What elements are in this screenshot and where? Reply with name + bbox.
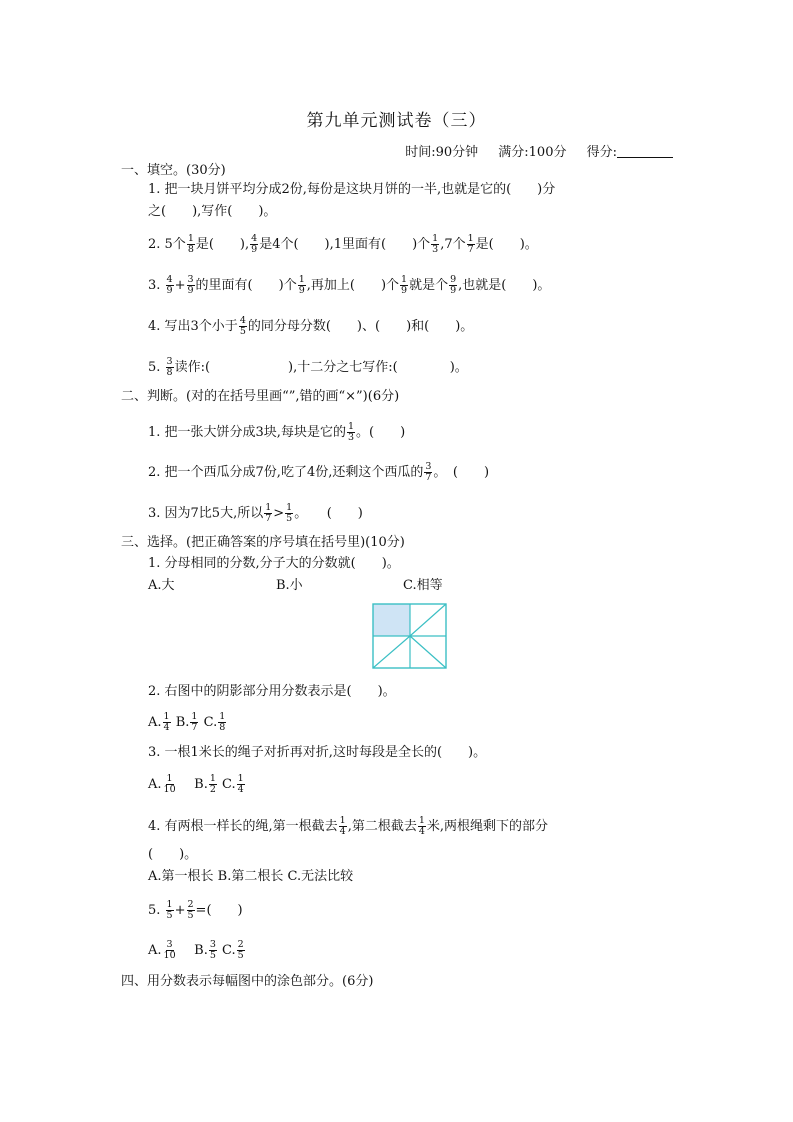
numerator: 4: [251, 233, 258, 244]
operator: +: [174, 903, 186, 918]
denominator: 9: [251, 244, 258, 255]
text: 5.: [148, 903, 165, 918]
numerator: 1: [166, 773, 173, 784]
numerator: 1: [401, 274, 408, 285]
denominator: 5: [209, 950, 216, 961]
text: 2. 5个: [148, 237, 186, 252]
s1-q3: [148, 275, 550, 296]
text: 米,两根绳剩下的部分: [426, 819, 549, 834]
numerator: 1: [467, 233, 474, 244]
score-blank[interactable]: [617, 145, 673, 158]
text: 。 ( ): [294, 506, 363, 521]
numerator: 1: [187, 233, 194, 244]
numerator: 4: [166, 274, 173, 285]
numerator: 1: [298, 274, 305, 285]
denominator: 7: [265, 513, 272, 524]
fraction: [187, 900, 195, 921]
text: 3.: [148, 278, 165, 293]
s3-q4-options: A.第一根长 B.第二根长 C.无法比较: [148, 869, 354, 884]
exam-meta: [389, 141, 673, 160]
text: 的同分母分数( )、( )和( )。: [247, 319, 474, 334]
numerator: 1: [418, 815, 425, 826]
numerator: 1: [347, 421, 354, 432]
s1-q5: [148, 357, 468, 378]
fraction: [339, 816, 347, 837]
denominator: 9: [450, 285, 457, 296]
s3-q3: 3. 一根1米长的绳子对折再对折,这时每段是全长的( )。: [148, 745, 487, 760]
s3-q3-options: [148, 774, 246, 795]
numerator: 1: [237, 773, 244, 784]
fraction: [237, 940, 245, 961]
text: 4. 写出3个小于: [148, 319, 238, 334]
fraction: [449, 275, 457, 296]
numerator: 1: [265, 502, 272, 513]
denominator: 7: [425, 472, 432, 483]
s1-q4: [148, 316, 473, 337]
option-a: A.: [148, 715, 162, 730]
s3-q5-options: [148, 940, 246, 961]
fraction: [218, 712, 226, 733]
option-a: A.: [148, 777, 162, 792]
operator: >: [273, 506, 285, 521]
numerator: 1: [219, 711, 226, 722]
option-c: C.: [222, 777, 236, 792]
s3-q2-options: [148, 712, 227, 733]
score-label: 得分:: [586, 145, 617, 160]
numerator: 3: [166, 939, 173, 950]
s1-q1-line1: 1. 把一块月饼平均分成2份,每份是这块月饼的一半,也就是它的( )分: [148, 182, 556, 197]
s3-q1: 1. 分母相同的分数,分子大的分数就( )。: [148, 556, 400, 571]
s3-q5: [148, 900, 243, 921]
fraction: [166, 275, 174, 296]
fraction: [264, 503, 272, 524]
fraction: [400, 275, 408, 296]
text: 二、判断。(对的在括号里画“: [121, 389, 289, 404]
fraction: [163, 712, 171, 733]
denominator: 9: [298, 285, 305, 296]
fraction: [237, 774, 245, 795]
s3-q1-option-b: B.小: [276, 578, 303, 593]
s3-q4-line2: ( )。: [148, 847, 198, 862]
option-c: C.: [203, 715, 218, 730]
option-b: B.: [175, 715, 190, 730]
text: 的里面有( )个: [195, 278, 297, 293]
numerator: 3: [425, 461, 432, 472]
option-a: A.: [148, 943, 162, 958]
text: 是4个( ),1里面有( )个: [259, 237, 431, 252]
denominator: 3: [432, 244, 439, 255]
figure-line: [373, 636, 410, 668]
numerator: 1: [339, 815, 346, 826]
text: 5.: [148, 360, 165, 375]
text: 。 ( ): [433, 465, 490, 480]
text: ”,错的画“×”)(6分): [288, 389, 400, 404]
fraction: [239, 316, 247, 337]
text: 就是: [409, 278, 436, 293]
s1-q2: [148, 234, 538, 255]
denominator: 5: [237, 950, 244, 961]
text: 。( ): [356, 425, 406, 440]
section-2-heading: [121, 389, 399, 405]
denominator: 10: [163, 950, 176, 961]
shaded-region: [373, 604, 410, 636]
fraction: [347, 422, 355, 443]
text: 读作:( ),十二分之七写作:( )。: [174, 360, 468, 375]
denominator: 7: [467, 244, 474, 255]
fraction: [250, 234, 258, 255]
fraction: [166, 900, 174, 921]
denominator: 4: [237, 784, 244, 795]
numerator: 3: [187, 274, 194, 285]
figure-line: [410, 636, 446, 668]
s2-q2: [148, 462, 489, 483]
text: 4. 有两根一样长的绳,第一根截去: [148, 819, 338, 834]
fraction: [187, 275, 195, 296]
denominator: 7: [191, 722, 198, 733]
numerator: 3: [209, 939, 216, 950]
denominator: 5: [239, 326, 246, 337]
numerator: 1: [286, 502, 293, 513]
option-b: B.: [194, 943, 208, 958]
s3-q2: 2. 右图中的阴影部分用分数表示是( )。: [148, 684, 396, 699]
text: ,再加上( )个: [306, 278, 400, 293]
denominator: 5: [187, 910, 194, 921]
denominator: 4: [418, 826, 425, 837]
denominator: 9: [401, 285, 408, 296]
shaded-fraction-figure: [372, 603, 448, 669]
text: 2. 把一个西瓜分成7份,吃了4份,还剩这个西瓜的: [148, 465, 424, 480]
fraction: [209, 774, 217, 795]
text: ,7个: [440, 237, 466, 252]
fraction: [166, 357, 174, 378]
numerator: 4: [239, 315, 246, 326]
numerator: 2: [187, 899, 194, 910]
denominator: 9: [187, 285, 194, 296]
section-4-heading: 四、用分数表示每幅图中的涂色部分。(6分): [121, 974, 374, 989]
denominator: 3: [347, 432, 354, 443]
s2-q1: [148, 422, 405, 443]
option-b: B.: [194, 777, 208, 792]
fraction: [424, 462, 432, 483]
fraction: [163, 774, 177, 795]
text: 个: [435, 278, 449, 293]
s2-q3: [148, 503, 363, 524]
denominator: 8: [219, 722, 226, 733]
page-title: 第九单元测试卷（三）: [306, 111, 487, 131]
s1-q1-line2: 之( ),写作( )。: [148, 204, 277, 219]
fraction: [163, 940, 177, 961]
denominator: 8: [187, 244, 194, 255]
numerator: 2: [237, 939, 244, 950]
s3-q4: [148, 816, 548, 837]
numerator: 1: [432, 233, 439, 244]
numerator: 1: [166, 899, 173, 910]
denominator: 4: [163, 722, 170, 733]
fraction: [285, 503, 293, 524]
numerator: 9: [450, 274, 457, 285]
fraction: [187, 234, 195, 255]
fraction: [467, 234, 475, 255]
full-score: 满分:100分: [498, 145, 567, 160]
s3-q1-option-a: A.大: [148, 578, 175, 593]
fraction: [418, 816, 426, 837]
denominator: 10: [163, 784, 176, 795]
operator: +: [174, 278, 186, 293]
denominator: 5: [286, 513, 293, 524]
text: 是( ),: [195, 237, 250, 252]
numerator: 1: [163, 711, 170, 722]
numerator: 1: [209, 773, 216, 784]
s3-q1-option-c: C.相等: [403, 578, 443, 593]
section-3-heading: 三、选择。(把正确答案的序号填在括号里)(10分): [121, 535, 405, 550]
fraction: [298, 275, 306, 296]
denominator: 8: [166, 367, 173, 378]
time-limit: 时间:90分钟: [405, 145, 479, 160]
text: 3. 因为7比5大,所以: [148, 506, 264, 521]
fraction: [190, 712, 198, 733]
text: 是( )。: [475, 237, 538, 252]
figure-line: [410, 604, 446, 636]
text: ,第二根截去: [347, 819, 417, 834]
text: ,也就是( )。: [458, 278, 551, 293]
text: =( ): [195, 903, 243, 918]
denominator: 2: [209, 784, 216, 795]
numerator: 3: [166, 356, 173, 367]
numerator: 1: [191, 711, 198, 722]
text: 1. 把一张大饼分成3块,每块是它的: [148, 425, 346, 440]
denominator: 4: [339, 826, 346, 837]
denominator: 5: [166, 910, 173, 921]
denominator: 9: [166, 285, 173, 296]
section-1-heading: 一、填空。(30分): [121, 163, 226, 178]
fraction: [431, 234, 439, 255]
option-c: C.: [222, 943, 236, 958]
fraction: [209, 940, 217, 961]
